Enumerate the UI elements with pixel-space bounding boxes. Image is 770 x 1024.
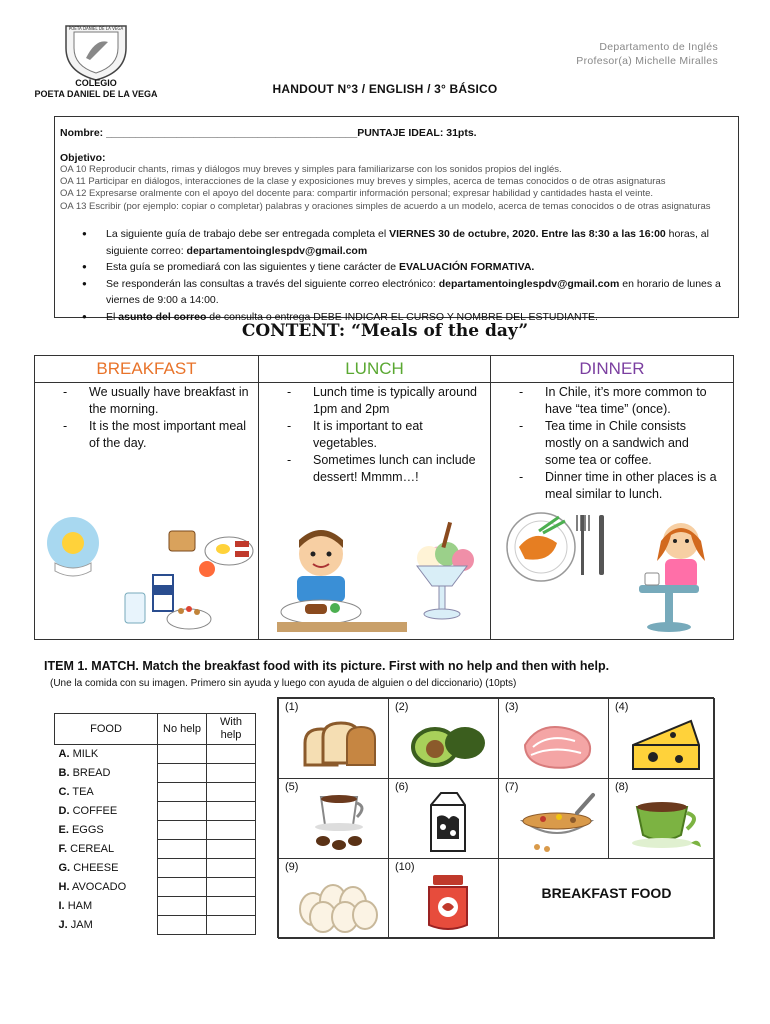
no-help-answer[interactable] — [158, 859, 207, 878]
with-help-answer[interactable] — [207, 897, 256, 916]
department-name: Departamento de Inglés — [599, 41, 718, 53]
with-help-answer[interactable] — [207, 764, 256, 783]
eggs-picture — [293, 873, 383, 935]
bread-picture — [299, 715, 379, 775]
lunch-list — [287, 384, 482, 486]
picture-cell-3: (3) — [498, 698, 609, 779]
instructions-list — [80, 226, 738, 325]
objective-item: OA 13 Escribir (por ejemplo: copiar o completar) palabras y oraciones simples de acuerdo a un modelo, acerca de temas conocidos o de otras asignaturas — [60, 200, 711, 212]
table-row: G. CHEESE — [55, 859, 256, 878]
picture-cell-8: (8) — [608, 778, 715, 859]
objective-item: OA 12 Expresarse oralmente con el apoyo del docente para: compartir información personal; expresar habilidad y cantidades hasta el veinte. — [60, 188, 654, 200]
breakfast-food-label-cell — [498, 858, 715, 939]
instruction-item: ● Esta guía se promediará con las siguientes y tiene carácter de EVALUACIÓN FORMATIVA. — [80, 259, 738, 276]
table-row: E. EGGS — [55, 821, 256, 840]
coffee-picture — [307, 789, 377, 855]
department-info — [576, 40, 718, 68]
with-help-answer[interactable] — [207, 783, 256, 802]
teacher-name: Profesor(a) Michelle Miralles — [576, 55, 718, 67]
meals-table — [34, 355, 734, 640]
food-table-header — [55, 714, 256, 745]
picture-cell-2: (2) — [388, 698, 499, 779]
school-crest-logo — [60, 20, 132, 82]
objective-item: OA 11 Participar en diálogos, interacciones de la clase y exposiciones muy breves y simples, acerca de temas conocidos o de otras asignaturas — [60, 176, 666, 188]
breakfast-line: - It is the most important meal of the day. — [63, 418, 255, 452]
table-row: A. MILK — [55, 745, 256, 764]
dinner-list — [519, 384, 719, 503]
objective-label: Objetivo: — [60, 152, 106, 164]
food-table — [54, 713, 256, 935]
picture-cell-7: (7) — [498, 778, 609, 859]
dinner-line: - In Chile, it’s more common to have “tea time” (once). — [519, 384, 719, 418]
dinner-header: DINNER — [491, 356, 733, 383]
table-row: I. HAM — [55, 897, 256, 916]
lunch-illustration — [267, 514, 482, 636]
name-field[interactable]: Nombre: ___________________________________________PUNTAJE IDEAL: 31pts. — [60, 127, 477, 139]
item1-title: ITEM 1. MATCH. Match the breakfast food with its picture. First with no help and then with help. — [44, 659, 610, 673]
no-help-answer[interactable] — [158, 821, 207, 840]
no-help-answer[interactable] — [158, 897, 207, 916]
no-help-answer[interactable] — [158, 745, 207, 764]
picture-cell-9: (9) — [278, 858, 389, 939]
no-help-answer[interactable] — [158, 764, 207, 783]
table-row: D. COFFEE — [55, 802, 256, 821]
school-name: COLEGIO POETA DANIEL DE LA VEGA — [34, 78, 158, 99]
lunch-line: - It is important to eat vegetables. — [287, 418, 482, 452]
breakfast-illustration — [39, 511, 254, 636]
tea-picture — [629, 793, 709, 855]
ham-picture — [519, 715, 599, 775]
milk-picture — [423, 789, 473, 855]
table-row: C. TEA — [55, 783, 256, 802]
with-help-answer[interactable] — [207, 802, 256, 821]
picture-grid — [277, 697, 714, 938]
jam-picture — [423, 871, 473, 933]
cheese-picture — [629, 715, 705, 775]
dinner-line: - Dinner time in other places is a meal similar to lunch. — [519, 469, 719, 503]
no-help-answer[interactable] — [158, 783, 207, 802]
picture-cell-1: (1) — [278, 698, 389, 779]
with-help-header: With help — [207, 714, 256, 745]
breakfast-line: - We usually have breakfast in the morning. — [63, 384, 255, 418]
table-row: B. BREAD — [55, 764, 256, 783]
table-row: F. CEREAL — [55, 840, 256, 859]
instruction-item: ● El asunto del correo de consulta o entrega DEBE INDICAR EL CURSO Y NOMBRE DEL ESTUDIANTE. — [80, 309, 738, 326]
breakfast-food-label: BREAKFAST FOOD — [541, 885, 672, 901]
picture-cell-4: (4) — [608, 698, 715, 779]
objective-item: OA 10 Reproducir chants, rimas y diálogos muy breves y simples para familiarizarse con los sonidos propios del inglés. — [60, 164, 562, 175]
no-help-answer[interactable] — [158, 916, 207, 935]
dinner-illustration — [495, 511, 730, 636]
no-help-answer[interactable] — [158, 878, 207, 897]
breakfast-header: BREAKFAST — [35, 356, 258, 383]
no-help-answer[interactable] — [158, 802, 207, 821]
instruction-item: ● La siguiente guía de trabajo debe ser entregada completa el VIERNES 30 de octubre, 2020. Entre las 8:30 a las 16:00 horas, al siguiente correo: departamentoinglespdv@gmail.com — [80, 226, 738, 259]
instruction-item: ● Se responderán las consultas a través del siguiente correo electrónico: departamentoinglespdv@gmail.com en horario de lunes a viernes de 9:00 a 14:00. — [80, 276, 738, 309]
picture-cell-10: (10) — [388, 858, 499, 939]
picture-cell-6: (6) — [388, 778, 499, 859]
handout-title: HANDOUT N°3 / ENGLISH / 3° BÁSICO — [272, 82, 498, 96]
cereal-picture — [517, 791, 601, 855]
picture-cell-5: (5) — [278, 778, 389, 859]
lunch-line: - Sometimes lunch can include dessert! Mmmm…! — [287, 452, 482, 486]
with-help-answer[interactable] — [207, 821, 256, 840]
crest-text: POETA DANIEL DE LA VEGA — [68, 26, 124, 31]
with-help-answer[interactable] — [207, 745, 256, 764]
dinner-line: - Tea time in Chile consists mostly on a sandwich and some tea or coffee. — [519, 418, 719, 469]
food-header: FOOD — [55, 714, 158, 745]
item1-subtitle: (Une la comida con su imagen. Primero sin ayuda y luego con ayuda de alguien o del diccionario) (10pts) — [50, 678, 517, 689]
avocado-picture — [407, 713, 489, 775]
no-help-header: No help — [158, 714, 207, 745]
with-help-answer[interactable] — [207, 916, 256, 935]
objectives-list — [60, 164, 736, 213]
lunch-line: - Lunch time is typically around 1pm and 2pm — [287, 384, 482, 418]
content-title: CONTENT: “Meals of the day” — [241, 321, 529, 341]
no-help-answer[interactable] — [158, 840, 207, 859]
with-help-answer[interactable] — [207, 840, 256, 859]
with-help-answer[interactable] — [207, 859, 256, 878]
table-row: J. JAM — [55, 916, 256, 935]
table-row: H. AVOCADO — [55, 878, 256, 897]
with-help-answer[interactable] — [207, 878, 256, 897]
lunch-header: LUNCH — [258, 356, 491, 383]
breakfast-list — [63, 384, 255, 452]
